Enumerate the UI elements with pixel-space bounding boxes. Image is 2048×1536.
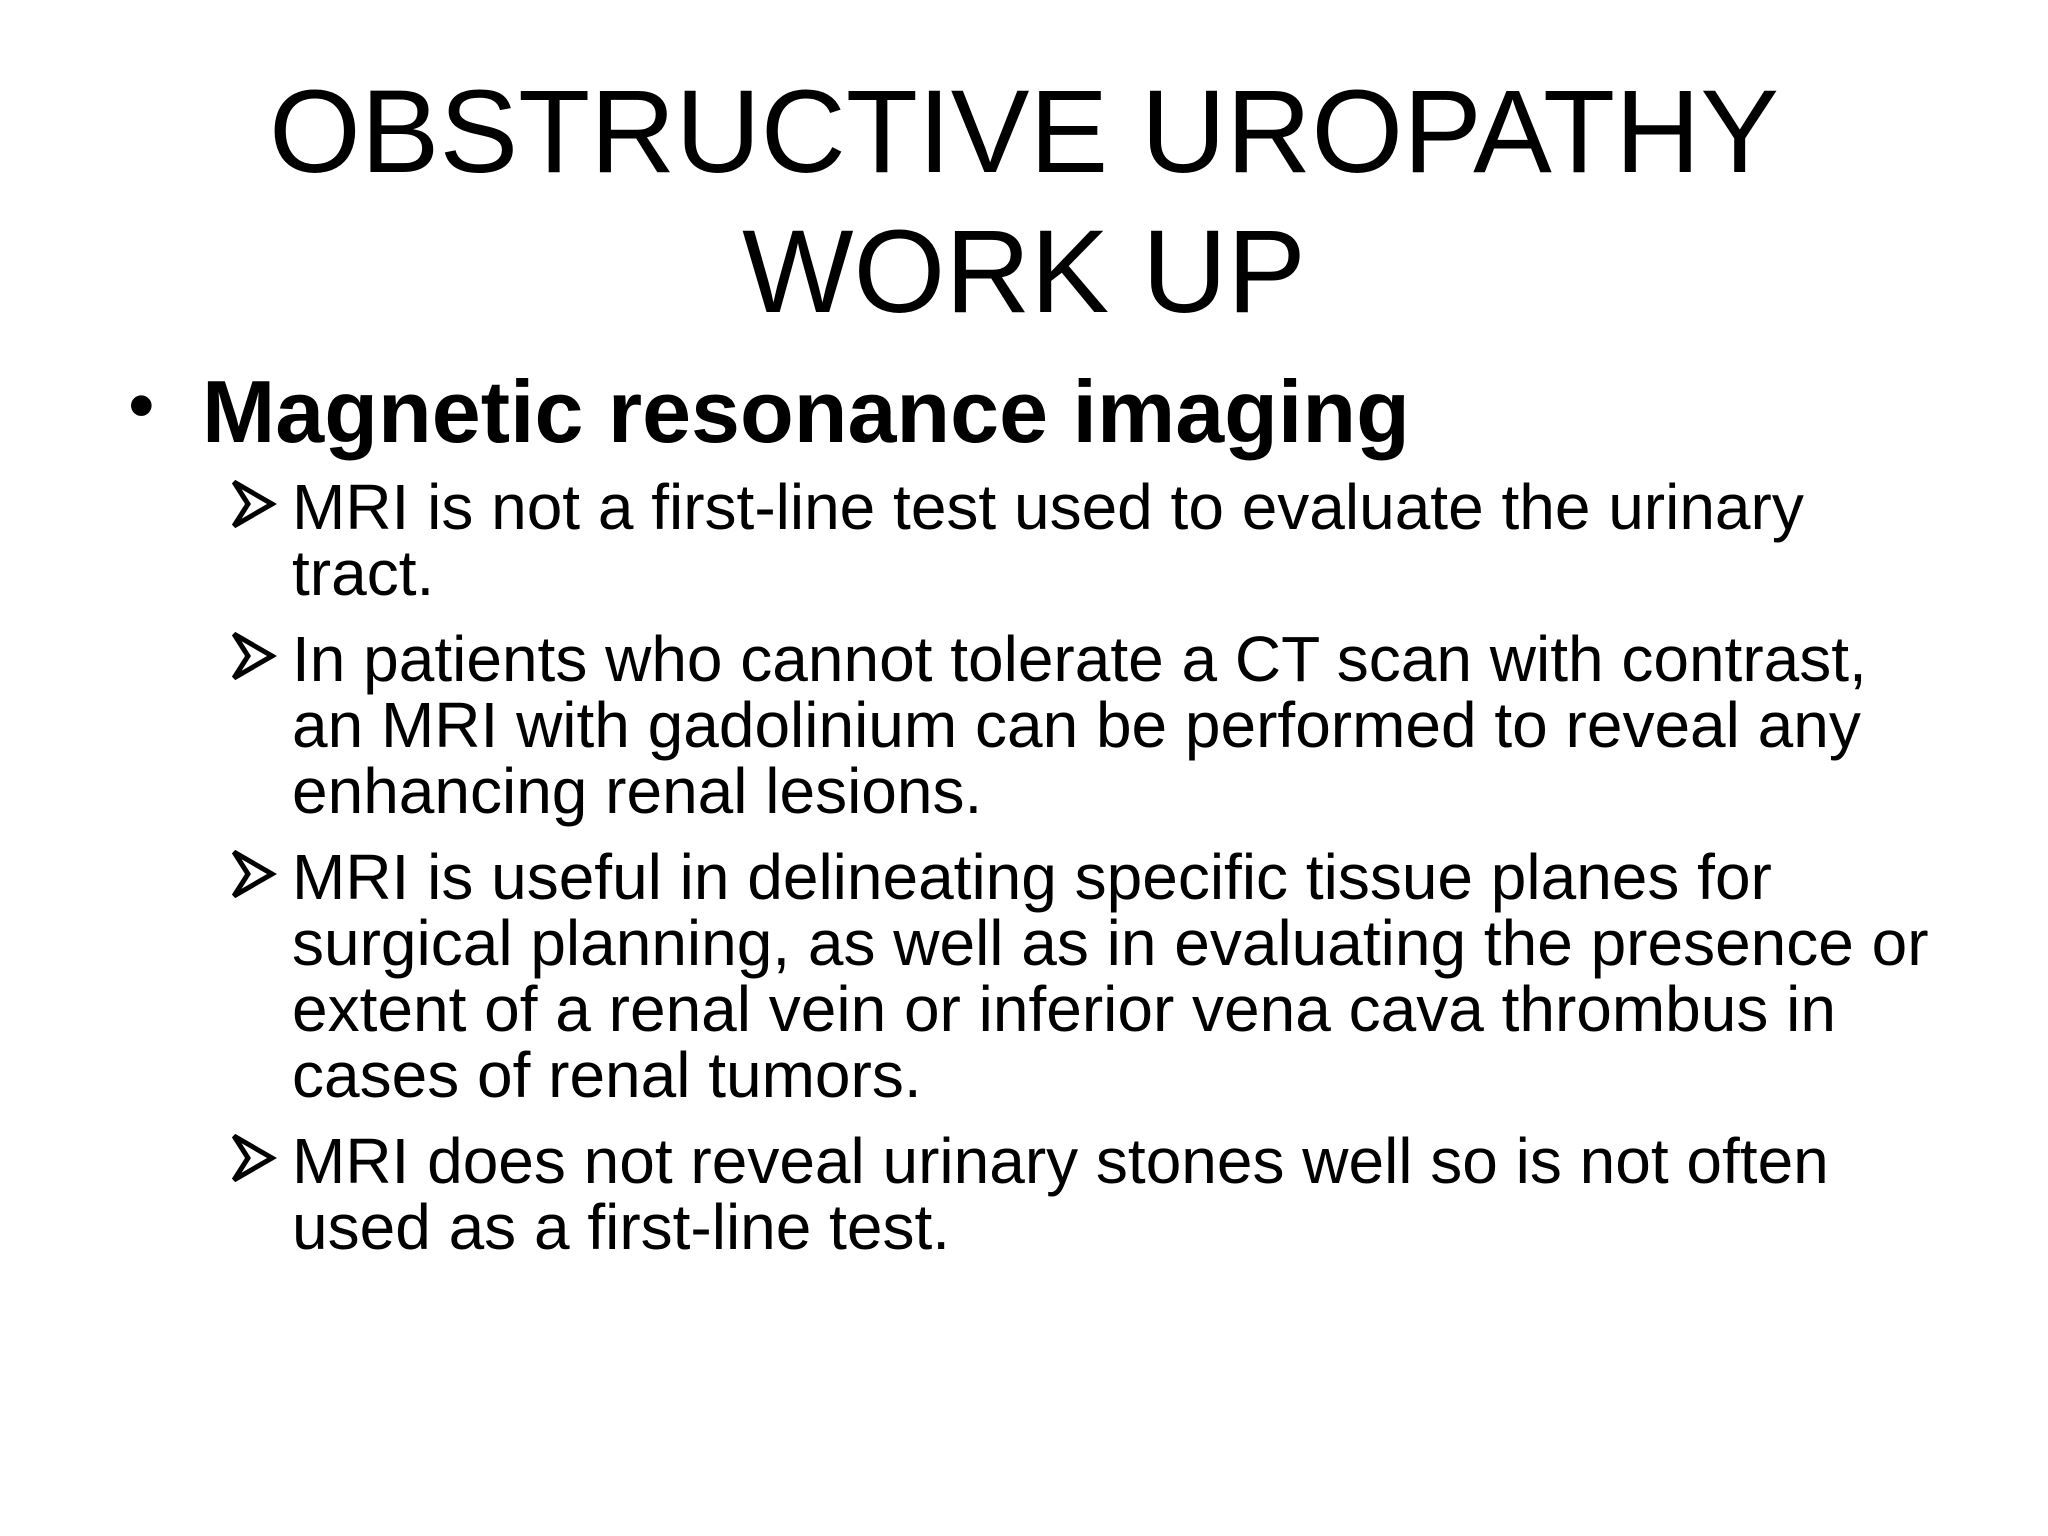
sub-bullet-item: [228, 623, 1948, 827]
arrow-bullet-icon: [228, 628, 278, 684]
sub-bullet-text: MRI does not reveal urinary stones well so is not often used as a first-line test.: [292, 1125, 1829, 1263]
sub-bullet-item: [228, 471, 1948, 609]
sub-bullet-list: [228, 471, 1948, 1280]
slide-title-line-2: WORK UP: [742, 206, 1306, 338]
slide-title: [0, 62, 2048, 342]
arrow-bullet-icon: [228, 846, 278, 902]
arrow-bullet-icon: [228, 1130, 278, 1186]
main-bullet-text: Magnetic resonance imaging: [202, 362, 1410, 461]
sub-bullet-item: [228, 1125, 1948, 1263]
sub-bullet-text: In patients who cannot tolerate a CT scan with contrast, an MRI with gadolinium can be performed to reveal any enhancing renal lesions.: [292, 623, 1867, 827]
bullet-dot-icon: •: [128, 363, 155, 448]
sub-bullet-item: [228, 841, 1948, 1111]
sub-bullet-text: MRI is useful in delineating specific tissue planes for surgical planning, as well as in evaluating the presence or extent of a renal vein or inferior vena cava thrombus in cases of renal tumors.: [292, 841, 1929, 1111]
sub-bullet-text: MRI is not a first-line test used to evaluate the urinary tract.: [292, 471, 1804, 609]
slide-title-line-1: OBSTRUCTIVE UROPATHY: [268, 66, 1780, 198]
arrow-bullet-icon: [228, 476, 278, 532]
